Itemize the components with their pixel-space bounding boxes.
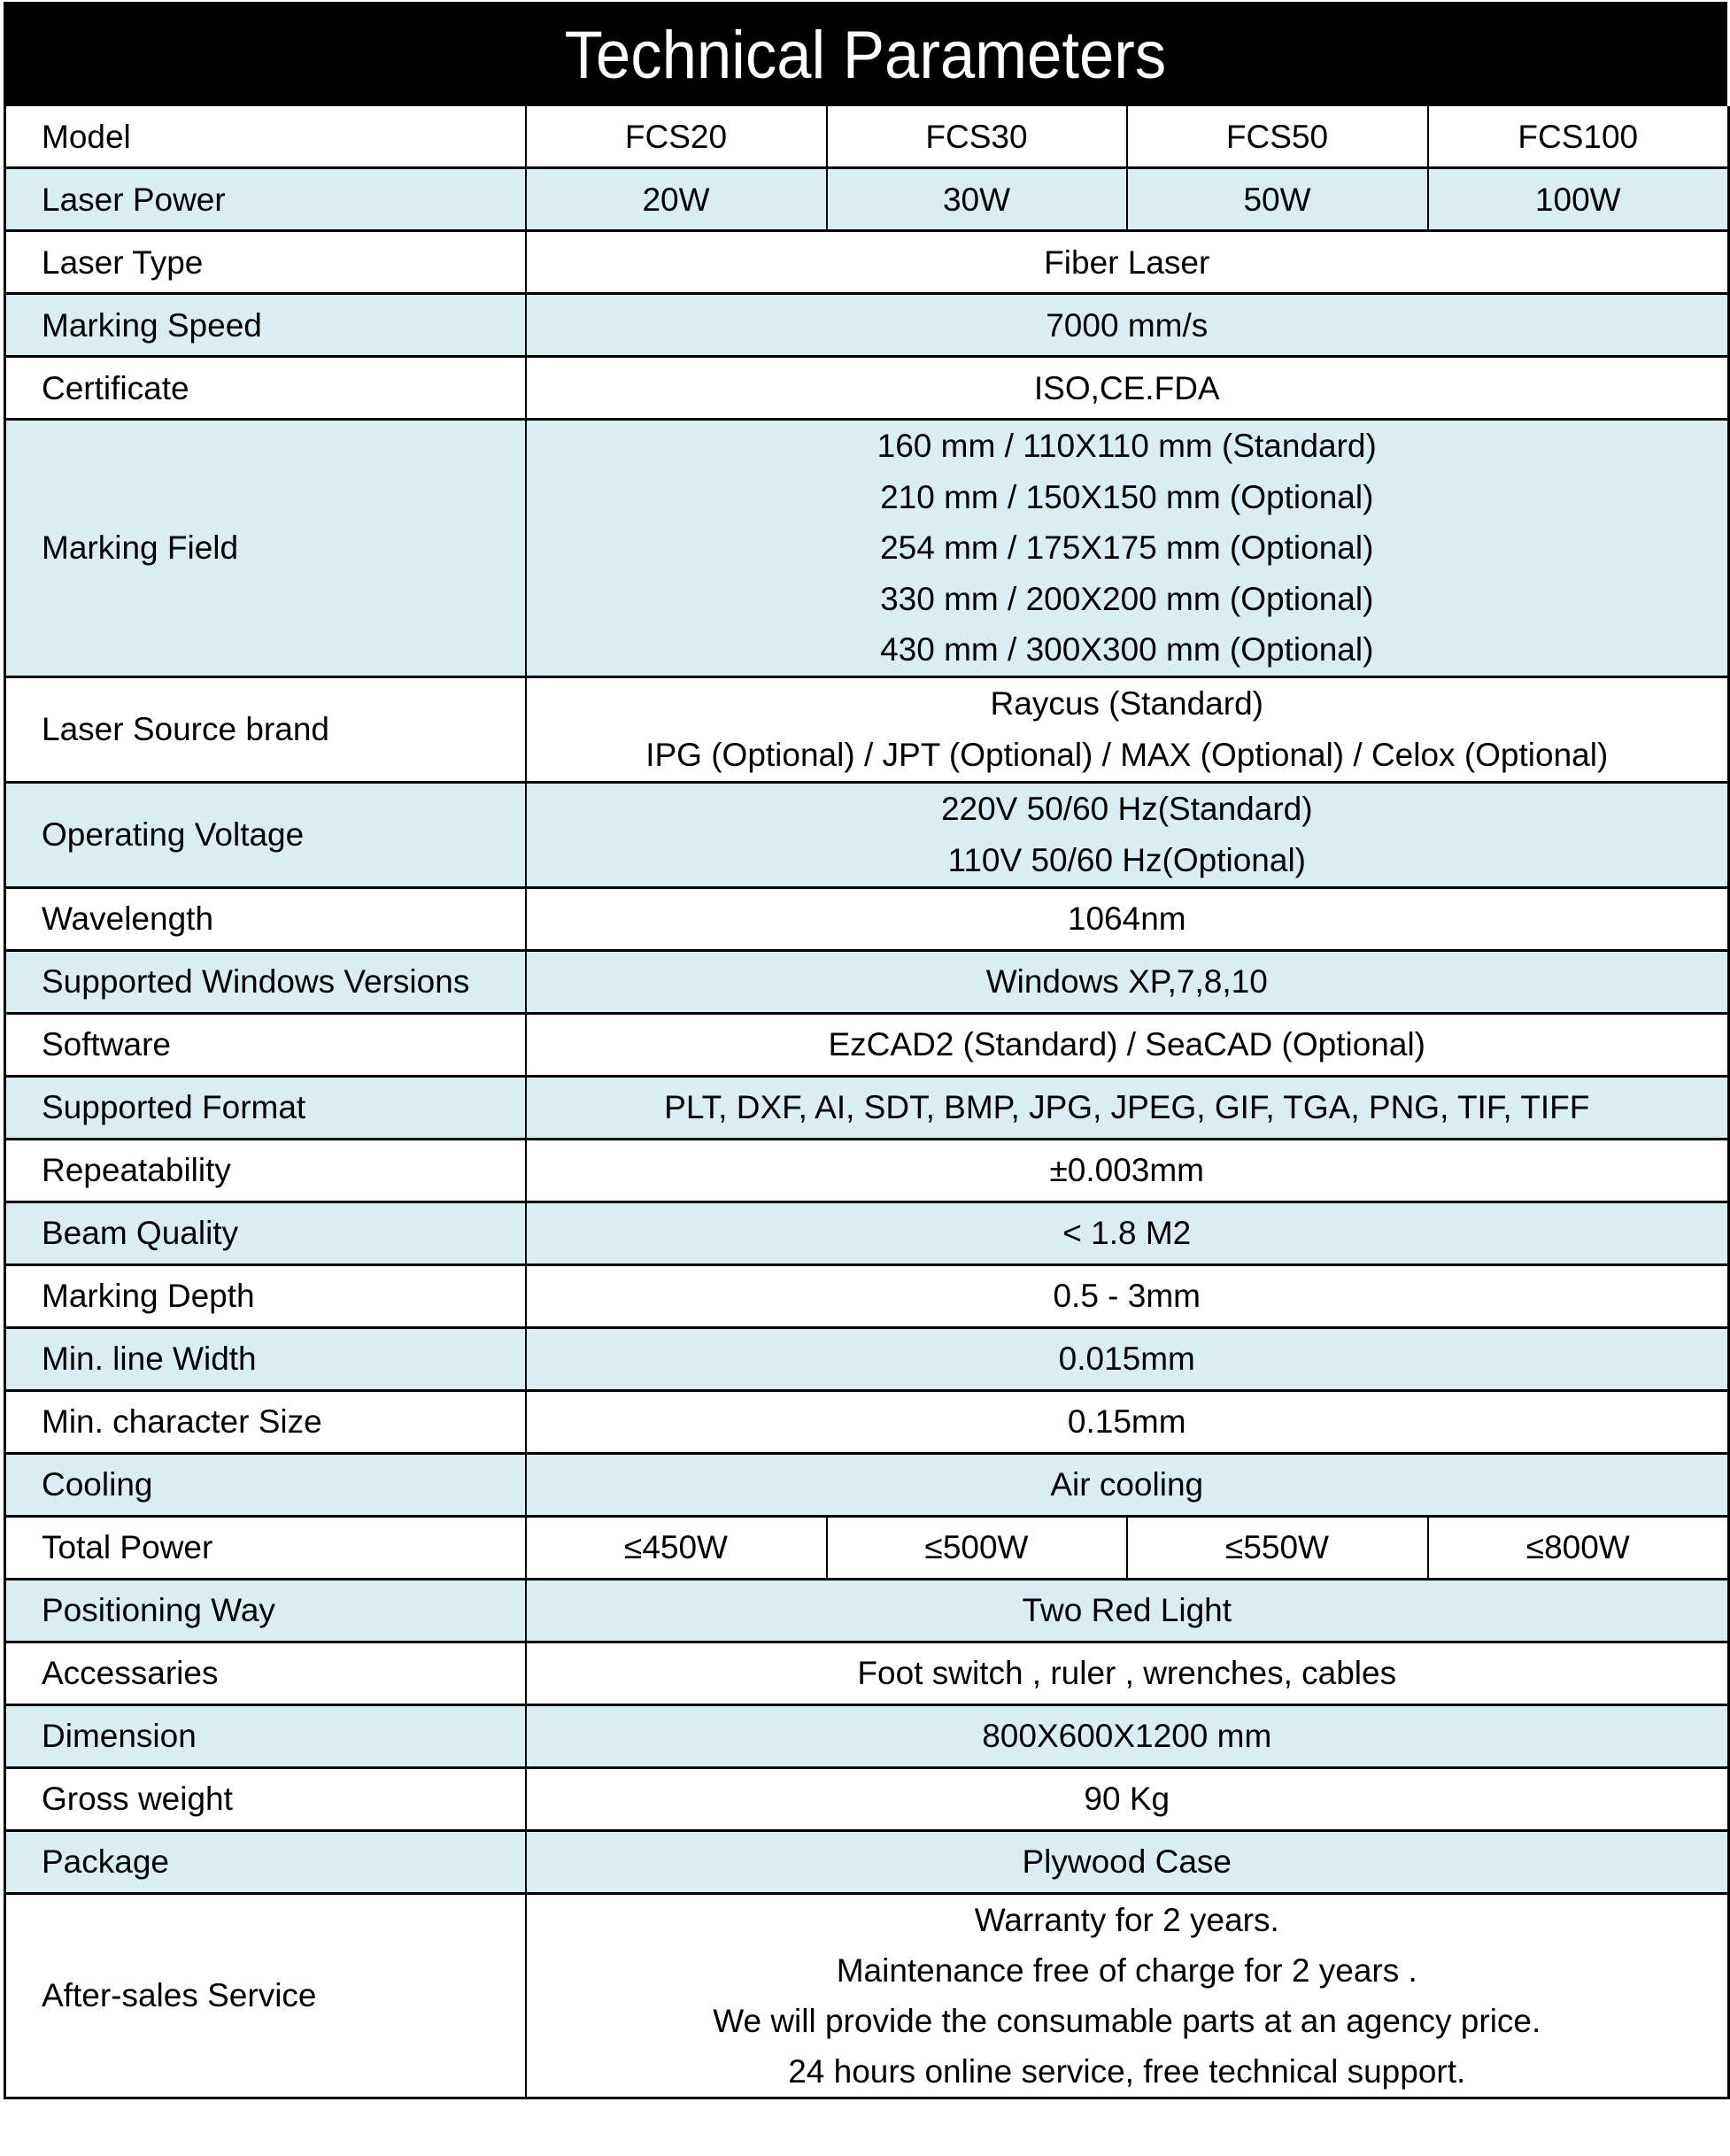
table-row-marking-depth (5, 1264, 1729, 1327)
table-row-laser-type (5, 231, 1729, 294)
row-label: Laser Type (5, 231, 526, 294)
laser-power-cell: 50W (1127, 168, 1428, 231)
row-label: Cooling (5, 1453, 526, 1516)
spec-table (4, 106, 1730, 2099)
row-value (526, 782, 1729, 887)
row-label: Positioning Way (5, 1579, 526, 1642)
row-label: Software (5, 1013, 526, 1076)
table-row-wavelength (5, 887, 1729, 950)
row-label: Beam Quality (5, 1202, 526, 1264)
table-row-after-sales (5, 1893, 1729, 2098)
row-label: Dimension (5, 1704, 526, 1767)
table-row-accessaries (5, 1642, 1729, 1704)
row-value: Fiber Laser (526, 231, 1729, 294)
table-row-repeatability (5, 1139, 1729, 1202)
marking-field-option: 160 mm / 110X110 mm (Standard) (877, 428, 1377, 464)
row-label: Repeatability (5, 1139, 526, 1202)
row-label: Min. character Size (5, 1390, 526, 1453)
row-value (526, 676, 1729, 782)
row-value: Foot switch , ruler , wrenches, cables (526, 1642, 1729, 1704)
laser-source-option: Raycus (Standard) (990, 684, 1263, 722)
table-row-model (5, 106, 1729, 168)
row-label: Gross weight (5, 1767, 526, 1830)
after-sales-line: Maintenance free of charge for 2 years . (836, 1951, 1417, 1989)
row-value: EzCAD2 (Standard) / SeaCAD (Optional) (526, 1013, 1729, 1076)
row-label: Laser Source brand (5, 676, 526, 782)
model-cell: FCS30 (827, 106, 1127, 168)
row-label: Total Power (5, 1516, 526, 1579)
row-label: Min. line Width (5, 1327, 526, 1390)
row-label: Certificate (5, 357, 526, 420)
row-value: 1064nm (526, 887, 1729, 950)
after-sales-line: 24 hours online service, free technical support. (788, 2052, 1466, 2090)
row-label: After-sales Service (5, 1893, 526, 2098)
total-power-cell: ≤800W (1428, 1516, 1729, 1579)
row-label: Model (5, 106, 526, 168)
after-sales-line: We will provide the consumable parts at an agency price. (713, 2002, 1541, 2039)
table-row-beam-quality (5, 1202, 1729, 1264)
table-row-operating-voltage (5, 782, 1729, 887)
row-value: Plywood Case (526, 1830, 1729, 1893)
table-row-software (5, 1013, 1729, 1076)
row-label: Operating Voltage (5, 782, 526, 887)
page-title: Technical Parameters (564, 18, 1167, 93)
row-value: 0.5 - 3mm (526, 1264, 1729, 1327)
table-row-marking-field (5, 420, 1729, 677)
table-row-marking-speed (5, 294, 1729, 357)
title-bar (4, 2, 1727, 106)
laser-power-cell: 30W (827, 168, 1127, 231)
row-label: Laser Power (5, 168, 526, 231)
row-value: Air cooling (526, 1453, 1729, 1516)
row-label: Supported Format (5, 1076, 526, 1139)
table-row-gross-weight (5, 1767, 1729, 1830)
marking-field-option: 330 mm / 200X200 mm (Optional) (880, 580, 1374, 617)
row-value: 7000 mm/s (526, 294, 1729, 357)
voltage-option: 110V 50/60 Hz(Optional) (947, 841, 1306, 878)
laser-source-option: IPG (Optional) / JPT (Optional) / MAX (Optional) / Celox (Optional) (645, 736, 1609, 773)
table-row-total-power (5, 1516, 1729, 1579)
total-power-cell: ≤450W (526, 1516, 827, 1579)
total-power-cell: ≤550W (1127, 1516, 1428, 1579)
row-value: ±0.003mm (526, 1139, 1729, 1202)
row-value: PLT, DXF, AI, SDT, BMP, JPG, JPEG, GIF, TGA, PNG, TIF, TIFF (526, 1076, 1729, 1139)
table-row-min-line-width (5, 1327, 1729, 1390)
table-row-positioning-way (5, 1579, 1729, 1642)
technical-parameters-sheet (4, 2, 1727, 2099)
row-label: Marking Speed (5, 294, 526, 357)
after-sales-line: Warranty for 2 years. (974, 1901, 1279, 1938)
row-label: Marking Depth (5, 1264, 526, 1327)
table-row-package (5, 1830, 1729, 1893)
laser-power-cell: 20W (526, 168, 827, 231)
table-row-dimension (5, 1704, 1729, 1767)
row-label: Wavelength (5, 887, 526, 950)
table-row-windows-versions (5, 950, 1729, 1013)
row-value: < 1.8 M2 (526, 1202, 1729, 1264)
table-row-laser-power (5, 168, 1729, 231)
row-value: 90 Kg (526, 1767, 1729, 1830)
row-label: Marking Field (5, 420, 526, 677)
row-value (526, 1893, 1729, 2098)
model-cell: FCS50 (1127, 106, 1428, 168)
table-row-cooling (5, 1453, 1729, 1516)
model-cell: FCS100 (1428, 106, 1729, 168)
row-value (526, 420, 1729, 677)
row-value: ISO,CE.FDA (526, 357, 1729, 420)
row-label: Supported Windows Versions (5, 950, 526, 1013)
table-row-certificate (5, 357, 1729, 420)
marking-field-option: 210 mm / 150X150 mm (Optional) (880, 478, 1374, 515)
row-value: 0.015mm (526, 1327, 1729, 1390)
marking-field-option: 254 mm / 175X175 mm (Optional) (880, 529, 1374, 566)
table-row-laser-source (5, 676, 1729, 782)
laser-power-cell: 100W (1428, 168, 1729, 231)
row-label: Accessaries (5, 1642, 526, 1704)
row-value: 800X600X1200 mm (526, 1704, 1729, 1767)
marking-field-option: 430 mm / 300X300 mm (Optional) (880, 631, 1374, 668)
row-value: Windows XP,7,8,10 (526, 950, 1729, 1013)
model-cell: FCS20 (526, 106, 827, 168)
row-label: Package (5, 1830, 526, 1893)
row-value: Two Red Light (526, 1579, 1729, 1642)
table-row-min-character-size (5, 1390, 1729, 1453)
row-value: 0.15mm (526, 1390, 1729, 1453)
voltage-option: 220V 50/60 Hz(Standard) (940, 790, 1313, 827)
table-row-supported-format (5, 1076, 1729, 1139)
total-power-cell: ≤500W (827, 1516, 1127, 1579)
